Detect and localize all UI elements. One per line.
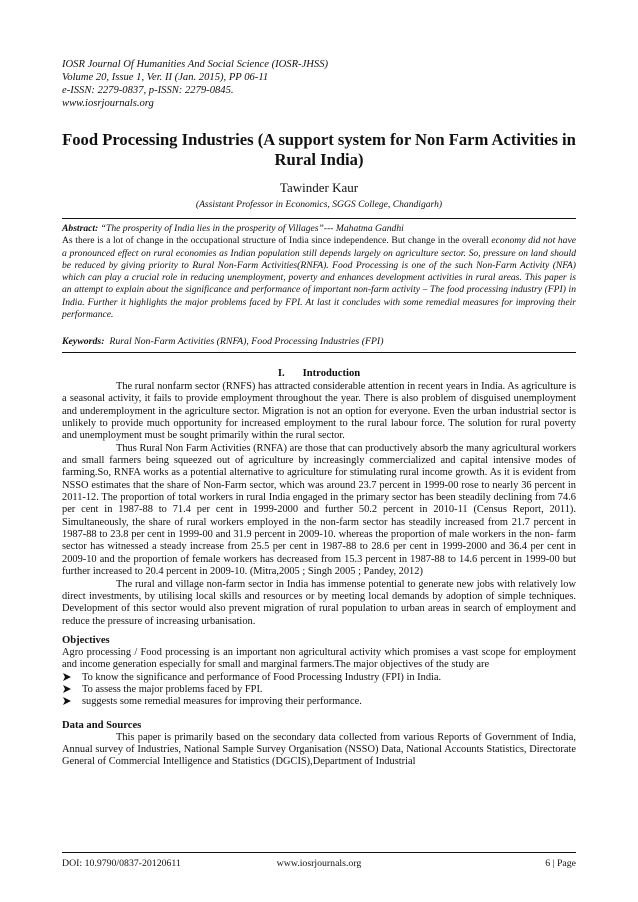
arrow-bullet-icon xyxy=(62,696,76,709)
body-text xyxy=(62,381,576,769)
list-item: To assess the major problems faced by FPI. xyxy=(62,684,576,696)
abstract-label: Abstract: xyxy=(62,223,99,234)
journal-header xyxy=(62,58,582,110)
footer-divider xyxy=(62,852,576,853)
journal-issn: e-ISSN: 2279-0837, p-ISSN: 2279-0845. xyxy=(62,85,234,96)
arrow-bullet-icon xyxy=(62,672,76,685)
objectives-list xyxy=(62,672,576,709)
list-item: suggests some remedial measures for improving their performance. xyxy=(62,696,576,708)
objectives-heading: Objectives xyxy=(62,634,110,646)
author-name: Tawinder Kaur xyxy=(279,180,359,195)
section-heading-introduction xyxy=(62,367,576,380)
abstract xyxy=(62,223,576,321)
abstract-text-italic: economy did not have a pronounced effect on rural economies as Indian population still depends largely on agriculture sector. So, pressure on land should be reduced by giving priority to Rural Non-Farm Activities(RNFA). Food Processing is one of the such Non-Farm Activity (NFA) which can play a crucial role in reducing unemployment, poverty and enhances development activities in rural areas. This paper is an attempt to explain about the significance and performance of important non-farm activity – The food processing industry (FPI) in India. Further it highlights the major problems faced by FPI. At last it concludes with some remedial measures for improving their performance. xyxy=(62,235,576,321)
footer-doi: DOI: 10.9790/0837-20120611 xyxy=(62,858,181,869)
keywords xyxy=(62,336,576,348)
journal-volume: Volume 20, Issue 1, Ver. II (Jan. 2015), PP 06-11 xyxy=(62,72,269,83)
intro-paragraph-2: Thus Rural Non Farm Activities (RNFA) are those that can productively absorb the many agricultural workers and small farmers being squeezed out of agriculture by increasingly commercialized and capital intensive modes of farming.So, RNFA works as a potential alternative to agriculture for stimulating rural income growth. As it is evident from NSSO estimates that the share of Non-Farm sector, which was around 23.7 percent in 1999-00 rose to nearly 36 percent in 2011-12. The proportion of total workers in rural India engaged in the primary sector has been steadily declining from 74.6 per cent in 1987-88 to 71.4 per cent in 1999-2000 and further 50.2 percent in 2010-11 (Census Report, 2011). Simultaneously, the share of rural workers employed in the non-farm sector has steadily increased from 21.7 percent in 1987-88 to 23.8 per cent in 1999-00 and 31.9 percent in 2009-10. whereas the proportion of male workers in the non- farm sector has witnessed a steady increase from 25.5 per cent in 1987-88 to 28.6 per cent in 1999-2000 and 36.4 per cent in 2009-10 and the proportion of female workers has decreased from 15.3 percent in 1987-88 to 14.6 percent in 1999-00 but further increased to 20.4 percent in 2009-10. (Mitra,2005 ; Singh 2005 ; Pandey, 2012) xyxy=(62,442,576,578)
abstract-text-plain: As there is a lot of change in the occupational structure of India since independence. But change in the overall xyxy=(62,235,489,247)
data-sources-heading: Data and Sources xyxy=(62,719,142,731)
abstract-divider xyxy=(62,352,576,353)
journal-name: IOSR Journal Of Humanities And Social Science (IOSR-JHSS) xyxy=(62,59,329,70)
objectives-intro: Agro processing / Food processing is an important non agricultural activity which promises a vast scope for employment and income generation especially for small and marginal farmers.The major objectives of the study are xyxy=(62,646,576,671)
data-sources-paragraph: This paper is primarily based on the secondary data collected from various Reports of Government of India, Annual survey of Industries, National Sample Survey Organisation (NSSO) Data, National Accounts Statistics, Directorate General of Commercial Intelligence and Statistics (DGCIS),Department of Industrial xyxy=(62,731,576,768)
intro-paragraph-3: The rural and village non-farm sector in India has immense potential to generate new jobs with relatively low direct investments, by utilising local skills and resources or by meeting local demands by adoption of simple techniques. Development of this sector would also prevent migration of rural population to urban areas in search of employment and reduce the pressure of increasing urbanisation. xyxy=(62,578,576,627)
footer-website[interactable]: www.iosrjournals.org xyxy=(276,858,362,869)
keywords-value: Rural Non-Farm Activities (RNFA), Food Processing Industries (FPI) xyxy=(109,336,384,347)
journal-website[interactable]: www.iosrjournals.org xyxy=(62,98,154,109)
arrow-bullet-icon xyxy=(62,684,76,697)
keywords-label: Keywords: xyxy=(62,336,105,347)
footer-page-number: 6 | Page xyxy=(545,858,576,869)
author-affiliation: (Assistant Professor in Economics, SGGS College, Chandigarh) xyxy=(195,199,443,210)
paper-title: Food Processing Industries (A support system for Non Farm Activities in Rural India) xyxy=(62,130,576,169)
top-divider xyxy=(62,218,576,219)
abstract-quote: “The prosperity of India lies in the prosperity of Villages”--- Mahatma Gandhi xyxy=(100,223,404,234)
intro-paragraph-1: The rural nonfarm sector (RNFS) has attracted considerable attention in recent years in India. As agriculture is a seasonal activity, it fails to provide employment throughout the year. There is also problem of disguised unemployment and underemployment in the agriculture sector. Migration is not an option for everyone. Even the urban industrial sector is unlikely to provide much opportunity for increased employment to the rural labour force. The solution for rural poverty and unemployment must be sought primarily within the rural sector. xyxy=(62,381,576,442)
section-number: I. xyxy=(277,368,285,379)
section-title: Introduction xyxy=(302,368,361,379)
list-item: To know the significance and performance of Food Processing Industry (FPI) in India. xyxy=(62,672,576,684)
